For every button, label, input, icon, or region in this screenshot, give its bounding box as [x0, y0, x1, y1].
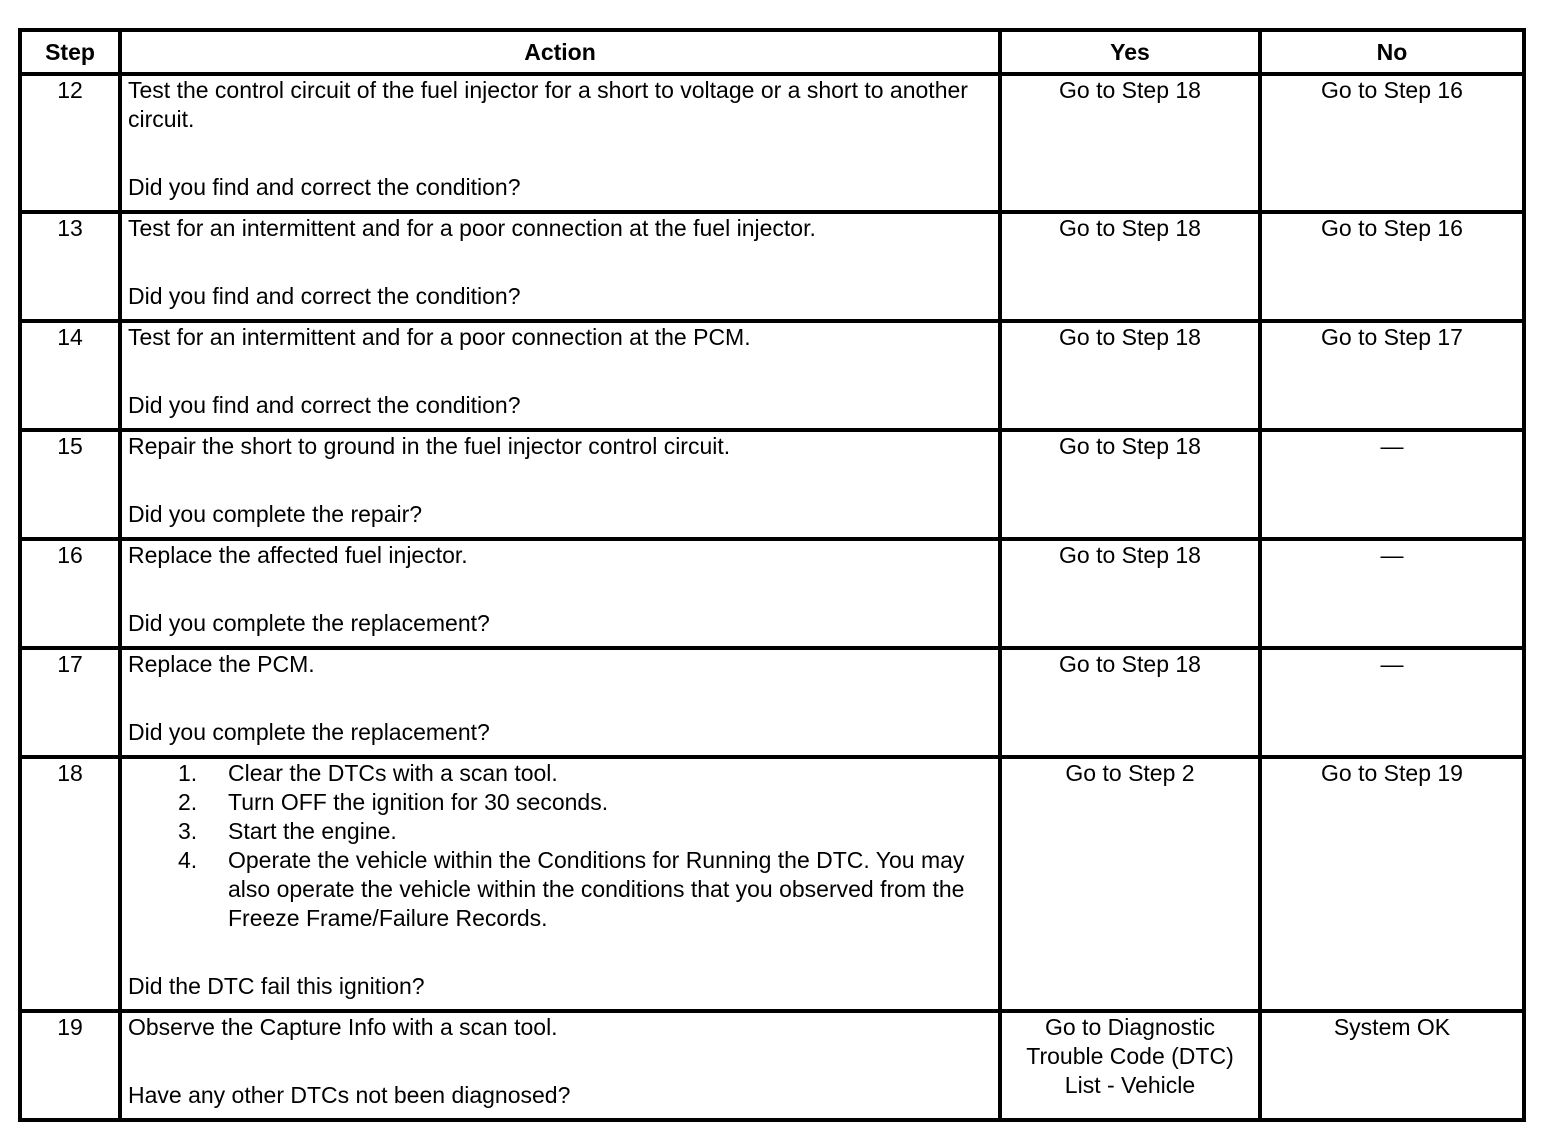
step-number: 15	[20, 430, 120, 539]
diagnostic-table	[18, 28, 1526, 1122]
header-step: Step	[20, 30, 120, 74]
table-row	[20, 757, 1524, 1011]
step-number: 13	[20, 212, 120, 321]
action-text: Replace the affected fuel injector.	[128, 542, 468, 568]
yes-cell: Go to Step 18	[1000, 321, 1260, 430]
substep-text: Operate the vehicle within the Conditions for Running the DTC. You may also operate the vehicle within the conditions that you observed from the Freeze Frame/Failure Records.	[228, 847, 965, 931]
action-text: Repair the short to ground in the fuel injector control circuit.	[128, 433, 731, 459]
yes-cell: Go to Step 18	[1000, 74, 1260, 212]
no-cell: —	[1260, 539, 1524, 648]
table-row	[20, 430, 1524, 539]
yes-cell: Go to Step 18	[1000, 430, 1260, 539]
substep-number: 4.	[178, 847, 198, 873]
action-cell	[120, 212, 1000, 321]
action-cell	[120, 757, 1000, 1011]
list-item	[178, 846, 992, 933]
no-cell: —	[1260, 648, 1524, 757]
no-cell: Go to Step 17	[1260, 321, 1524, 430]
action-cell	[120, 430, 1000, 539]
yes-cell: Go to Step 18	[1000, 212, 1260, 321]
action-question: Did you complete the replacement?	[128, 719, 490, 745]
action-question: Have any other DTCs not been diagnosed?	[128, 1082, 571, 1108]
substep-number: 1.	[178, 760, 198, 786]
substep-text: Clear the DTCs with a scan tool.	[228, 760, 558, 786]
action-text: Test for an intermittent and for a poor connection at the PCM.	[128, 324, 751, 350]
no-cell: Go to Step 19	[1260, 757, 1524, 1011]
substep-list	[128, 759, 992, 933]
action-cell	[120, 321, 1000, 430]
table-row	[20, 648, 1524, 757]
step-number: 17	[20, 648, 120, 757]
action-question: Did you complete the replacement?	[128, 610, 490, 636]
header-no: No	[1260, 30, 1524, 74]
action-question: Did the DTC fail this ignition?	[128, 973, 425, 999]
list-item	[178, 788, 992, 817]
substep-number: 2.	[178, 789, 198, 815]
no-cell: System OK	[1260, 1011, 1524, 1120]
table-row	[20, 1011, 1524, 1120]
action-text: Test for an intermittent and for a poor connection at the fuel injector.	[128, 215, 816, 241]
action-question: Did you find and correct the condition?	[128, 283, 521, 309]
action-cell	[120, 648, 1000, 757]
yes-cell: Go to Step 18	[1000, 539, 1260, 648]
step-number: 16	[20, 539, 120, 648]
step-number: 12	[20, 74, 120, 212]
action-question: Did you find and correct the condition?	[128, 174, 521, 200]
step-number: 19	[20, 1011, 120, 1120]
header-yes: Yes	[1000, 30, 1260, 74]
substep-number: 3.	[178, 818, 198, 844]
yes-cell: Go to Step 18	[1000, 648, 1260, 757]
header-row	[20, 30, 1524, 74]
action-text: Observe the Capture Info with a scan tool.	[128, 1014, 558, 1040]
substep-text: Turn OFF the ignition for 30 seconds.	[228, 789, 609, 815]
no-cell: Go to Step 16	[1260, 212, 1524, 321]
step-number: 14	[20, 321, 120, 430]
step-number: 18	[20, 757, 120, 1011]
no-cell: Go to Step 16	[1260, 74, 1524, 212]
action-cell	[120, 1011, 1000, 1120]
action-question: Did you find and correct the condition?	[128, 392, 521, 418]
table-row	[20, 74, 1524, 212]
list-item	[178, 817, 992, 846]
action-cell	[120, 74, 1000, 212]
list-item	[178, 759, 992, 788]
header-action: Action	[120, 30, 1000, 74]
yes-cell: Go to Diagnostic Trouble Code (DTC) List - Vehicle	[1000, 1011, 1260, 1120]
action-question: Did you complete the repair?	[128, 501, 423, 527]
table-row	[20, 321, 1524, 430]
action-text: Test the control circuit of the fuel injector for a short to voltage or a short to another circuit.	[128, 77, 968, 132]
action-text: Replace the PCM.	[128, 651, 315, 677]
yes-cell: Go to Step 2	[1000, 757, 1260, 1011]
no-cell: —	[1260, 430, 1524, 539]
table-row	[20, 539, 1524, 648]
action-cell	[120, 539, 1000, 648]
substep-text: Start the engine.	[228, 818, 397, 844]
table-row	[20, 212, 1524, 321]
